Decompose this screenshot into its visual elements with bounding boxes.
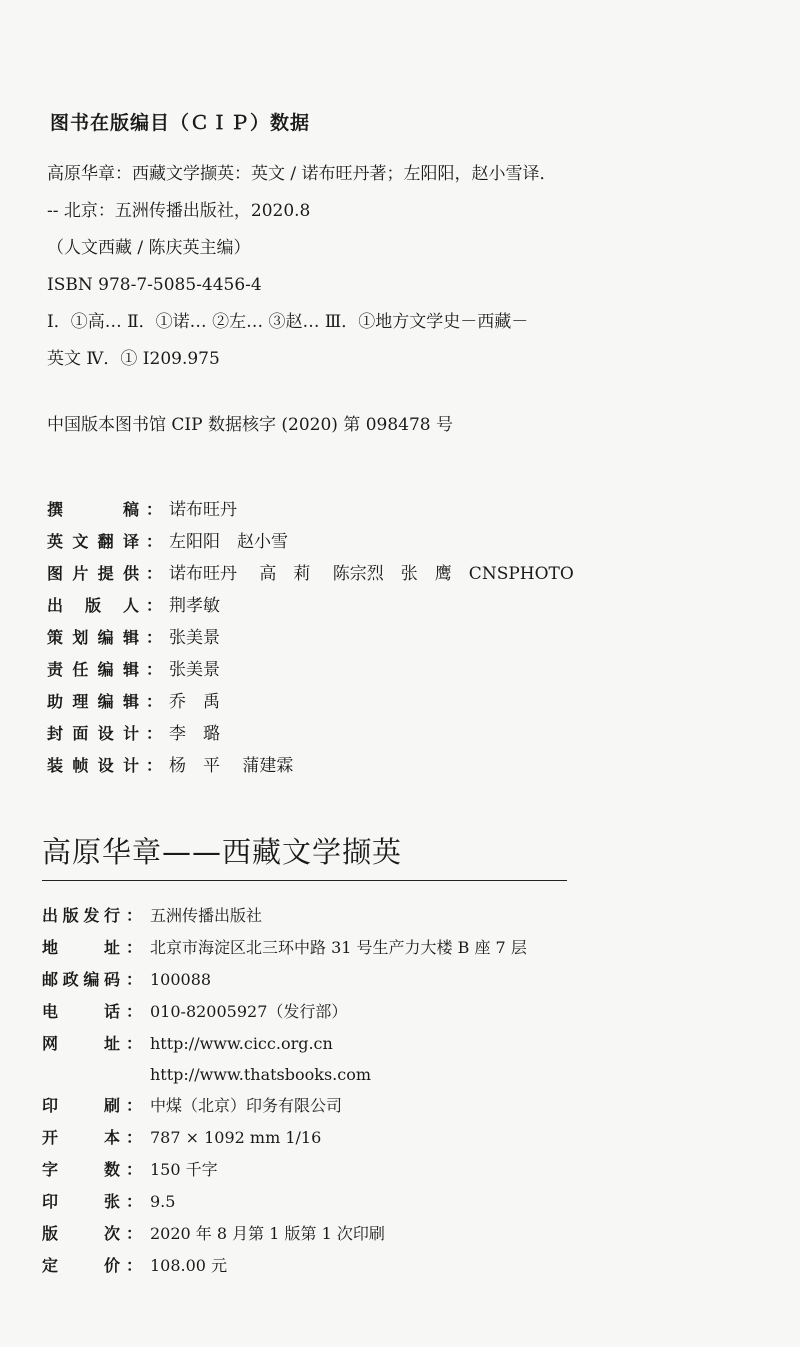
credit-label-char: 稿 <box>122 500 139 519</box>
pub-label <box>42 1090 120 1122</box>
pub-row <box>42 1218 527 1250</box>
cip-line: Ⅰ．①高… Ⅱ．①诺… ②左… ③赵… Ⅲ．①地方文学史－西藏－ <box>47 312 529 332</box>
pub-label-char: 刷 <box>103 1096 120 1115</box>
pub-value: 108.00 元 <box>150 1256 228 1275</box>
credit-label-char: 译 <box>122 532 139 551</box>
pub-value: http://www.thatsbooks.com <box>150 1065 372 1084</box>
book-title: 高原华章——西藏文学撷英 <box>42 835 403 869</box>
pub-label-char: 地 <box>42 938 59 957</box>
pub-label <box>42 964 120 996</box>
pub-label <box>42 900 120 932</box>
pub-row <box>42 900 527 932</box>
credit-label-char: 图 <box>47 564 64 583</box>
pub-label-char: 本 <box>103 1128 120 1147</box>
credit-row <box>47 622 574 654</box>
credit-colon: ： <box>145 500 162 519</box>
pub-value: 787 × 1092 mm 1/16 <box>150 1128 322 1147</box>
pub-colon: ： <box>125 906 142 925</box>
credit-value: 李 璐 <box>169 724 220 744</box>
pub-label-char: 定 <box>42 1256 59 1275</box>
credit-colon: ： <box>145 724 162 743</box>
pub-row <box>42 932 527 964</box>
pub-label-char: 数 <box>103 1160 120 1179</box>
credit-value: 乔 禹 <box>169 692 220 712</box>
pub-label-char: 码 <box>103 970 120 989</box>
pub-label-char: 邮 <box>42 970 59 989</box>
cip-record-number: 中国版本图书馆 CIP 数据核字 (2020) 第 098478 号 <box>47 415 454 435</box>
credit-row <box>47 590 574 622</box>
pub-label-char: 版 <box>42 1224 59 1243</box>
pub-label <box>42 1186 120 1218</box>
pub-label-char: 发 <box>83 906 100 925</box>
pub-value: 五洲传播出版社 <box>150 906 263 925</box>
cip-line: （人文西藏 / 陈庆英主编） <box>47 238 251 258</box>
pub-row <box>42 1250 527 1282</box>
pub-colon: ： <box>125 1034 142 1053</box>
pub-colon: ： <box>125 938 142 957</box>
pub-value: 9.5 <box>150 1192 176 1211</box>
credit-label <box>47 686 139 718</box>
pub-label-char: 字 <box>42 1160 59 1179</box>
pub-value: 北京市海淀区北三环中路 31 号生产力大楼 B 座 7 层 <box>150 938 527 957</box>
credit-label-char: 出 <box>47 596 64 615</box>
pub-colon <box>120 1060 148 1090</box>
pub-label-char: 开 <box>42 1128 59 1147</box>
credit-label-char: 辑 <box>122 692 139 711</box>
cip-line: -- 北京：五洲传播出版社，2020.8 <box>47 201 311 221</box>
credit-label-char: 任 <box>72 660 89 679</box>
credit-label-char: 片 <box>72 564 89 583</box>
pub-row <box>42 1090 527 1122</box>
pub-label <box>42 1060 120 1090</box>
pub-label-char: 址 <box>103 1034 120 1053</box>
credit-label-char: 理 <box>72 692 89 711</box>
pub-label-char: 电 <box>42 1002 59 1021</box>
credit-row <box>47 526 574 558</box>
credit-label-char: 编 <box>97 628 114 647</box>
credit-label-char: 辑 <box>122 628 139 647</box>
pub-label <box>42 1154 120 1186</box>
pub-colon: ： <box>125 1128 142 1147</box>
credit-label-char: 助 <box>47 692 64 711</box>
credit-label-char: 面 <box>72 724 89 743</box>
pub-row <box>42 1028 527 1060</box>
credit-label-char: 撰 <box>47 500 64 519</box>
pub-colon: ： <box>125 1224 142 1243</box>
credit-label-char: 提 <box>97 564 114 583</box>
pub-label-char: 印 <box>42 1192 59 1211</box>
credit-label <box>47 622 139 654</box>
credit-value: 张美景 <box>169 660 220 680</box>
pub-label <box>42 1250 120 1282</box>
credit-value: 荆孝敏 <box>169 596 220 616</box>
pub-colon: ： <box>125 1192 142 1211</box>
pub-colon: ： <box>125 1002 142 1021</box>
pub-row <box>42 1154 527 1186</box>
credit-label-char: 英 <box>47 532 64 551</box>
credit-colon: ： <box>145 660 162 679</box>
pub-value: http://www.cicc.org.cn <box>150 1034 333 1053</box>
pub-colon: ： <box>125 1256 142 1275</box>
credit-label-char: 人 <box>122 596 139 615</box>
credit-label <box>47 590 139 622</box>
credit-label-char: 版 <box>84 596 101 615</box>
pub-label-char: 编 <box>83 970 100 989</box>
credit-colon: ： <box>145 596 162 615</box>
credit-label-char: 设 <box>97 724 114 743</box>
pub-label-char: 价 <box>103 1256 120 1275</box>
credit-label-char: 划 <box>72 628 89 647</box>
pub-value: 150 千字 <box>150 1160 218 1179</box>
credit-row <box>47 654 574 686</box>
credit-colon: ： <box>145 756 162 775</box>
credit-label <box>47 494 139 526</box>
pub-label-char: 印 <box>42 1096 59 1115</box>
pub-colon: ： <box>125 1096 142 1115</box>
pub-label-char: 话 <box>103 1002 120 1021</box>
pub-colon: ： <box>125 970 142 989</box>
credit-label-char: 帧 <box>72 756 89 775</box>
credit-row <box>47 718 574 750</box>
pub-value: 2020 年 8 月第 1 版第 1 次印刷 <box>150 1224 385 1243</box>
pub-label-char: 次 <box>103 1224 120 1243</box>
credit-value: 杨 平 蒲建霖 <box>169 756 294 776</box>
pub-row <box>42 996 527 1028</box>
title-rule <box>42 880 567 881</box>
credit-label <box>47 718 139 750</box>
cip-line: ISBN 978-7-5085-4456-4 <box>47 275 262 295</box>
cip-header: 图书在版编目（ＣＩＰ）数据 <box>50 112 311 134</box>
credit-colon: ： <box>145 532 162 551</box>
credit-row <box>47 686 574 718</box>
credit-label <box>47 526 139 558</box>
credit-label-char: 策 <box>47 628 64 647</box>
pub-label-char: 版 <box>62 906 79 925</box>
pub-label-char: 张 <box>103 1192 120 1211</box>
pub-label-char: 址 <box>103 938 120 957</box>
pub-label-char: 政 <box>62 970 79 989</box>
cip-line: 英文 Ⅳ．① I209.975 <box>47 349 220 369</box>
credit-value: 张美景 <box>169 628 220 648</box>
pub-colon: ： <box>125 1160 142 1179</box>
credit-row <box>47 494 574 526</box>
credit-label-char: 翻 <box>97 532 114 551</box>
credit-colon: ： <box>145 628 162 647</box>
credits-list <box>47 494 574 782</box>
pub-label-char: 出 <box>42 906 59 925</box>
pub-row <box>42 1186 527 1218</box>
credit-colon: ： <box>145 692 162 711</box>
pub-label <box>42 1028 120 1060</box>
credit-colon: ： <box>145 564 162 583</box>
credit-label-char: 责 <box>47 660 64 679</box>
credit-value: 诺布旺丹 <box>169 500 237 520</box>
pub-label-char: 网 <box>42 1034 59 1053</box>
credit-label-char: 设 <box>97 756 114 775</box>
pub-row <box>42 1060 527 1090</box>
pub-label <box>42 1122 120 1154</box>
credit-label <box>47 654 139 686</box>
credit-row <box>47 558 574 590</box>
pub-row <box>42 964 527 996</box>
publication-info <box>42 900 527 1282</box>
credit-value: 左阳阳 赵小雪 <box>169 532 288 552</box>
credit-label-char: 编 <box>97 660 114 679</box>
pub-label <box>42 996 120 1028</box>
pub-label-char: 行 <box>103 906 120 925</box>
pub-label <box>42 1218 120 1250</box>
credit-value: 诺布旺丹 高 莉 陈宗烈 张 鹰 CNSPHOTO <box>169 564 574 584</box>
credit-label-char: 封 <box>47 724 64 743</box>
pub-label <box>42 932 120 964</box>
pub-row <box>42 1122 527 1154</box>
pub-value: 010-82005927（发行部） <box>150 1002 348 1021</box>
credit-label-char: 辑 <box>122 660 139 679</box>
credit-label-char: 编 <box>97 692 114 711</box>
credit-label-char: 装 <box>47 756 64 775</box>
pub-value: 中煤（北京）印务有限公司 <box>150 1096 343 1115</box>
credit-label-char: 文 <box>72 532 89 551</box>
credit-label <box>47 558 139 590</box>
cip-line: 高原华章：西藏文学撷英：英文 / 诺布旺丹著；左阳阳，赵小雪译． <box>47 164 557 184</box>
credit-row <box>47 750 574 782</box>
cip-record <box>47 156 607 378</box>
credit-label <box>47 750 139 782</box>
credit-label-char: 计 <box>122 756 139 775</box>
pub-value: 100088 <box>150 970 212 989</box>
credit-label-char: 供 <box>122 564 139 583</box>
credit-label-char: 计 <box>122 724 139 743</box>
